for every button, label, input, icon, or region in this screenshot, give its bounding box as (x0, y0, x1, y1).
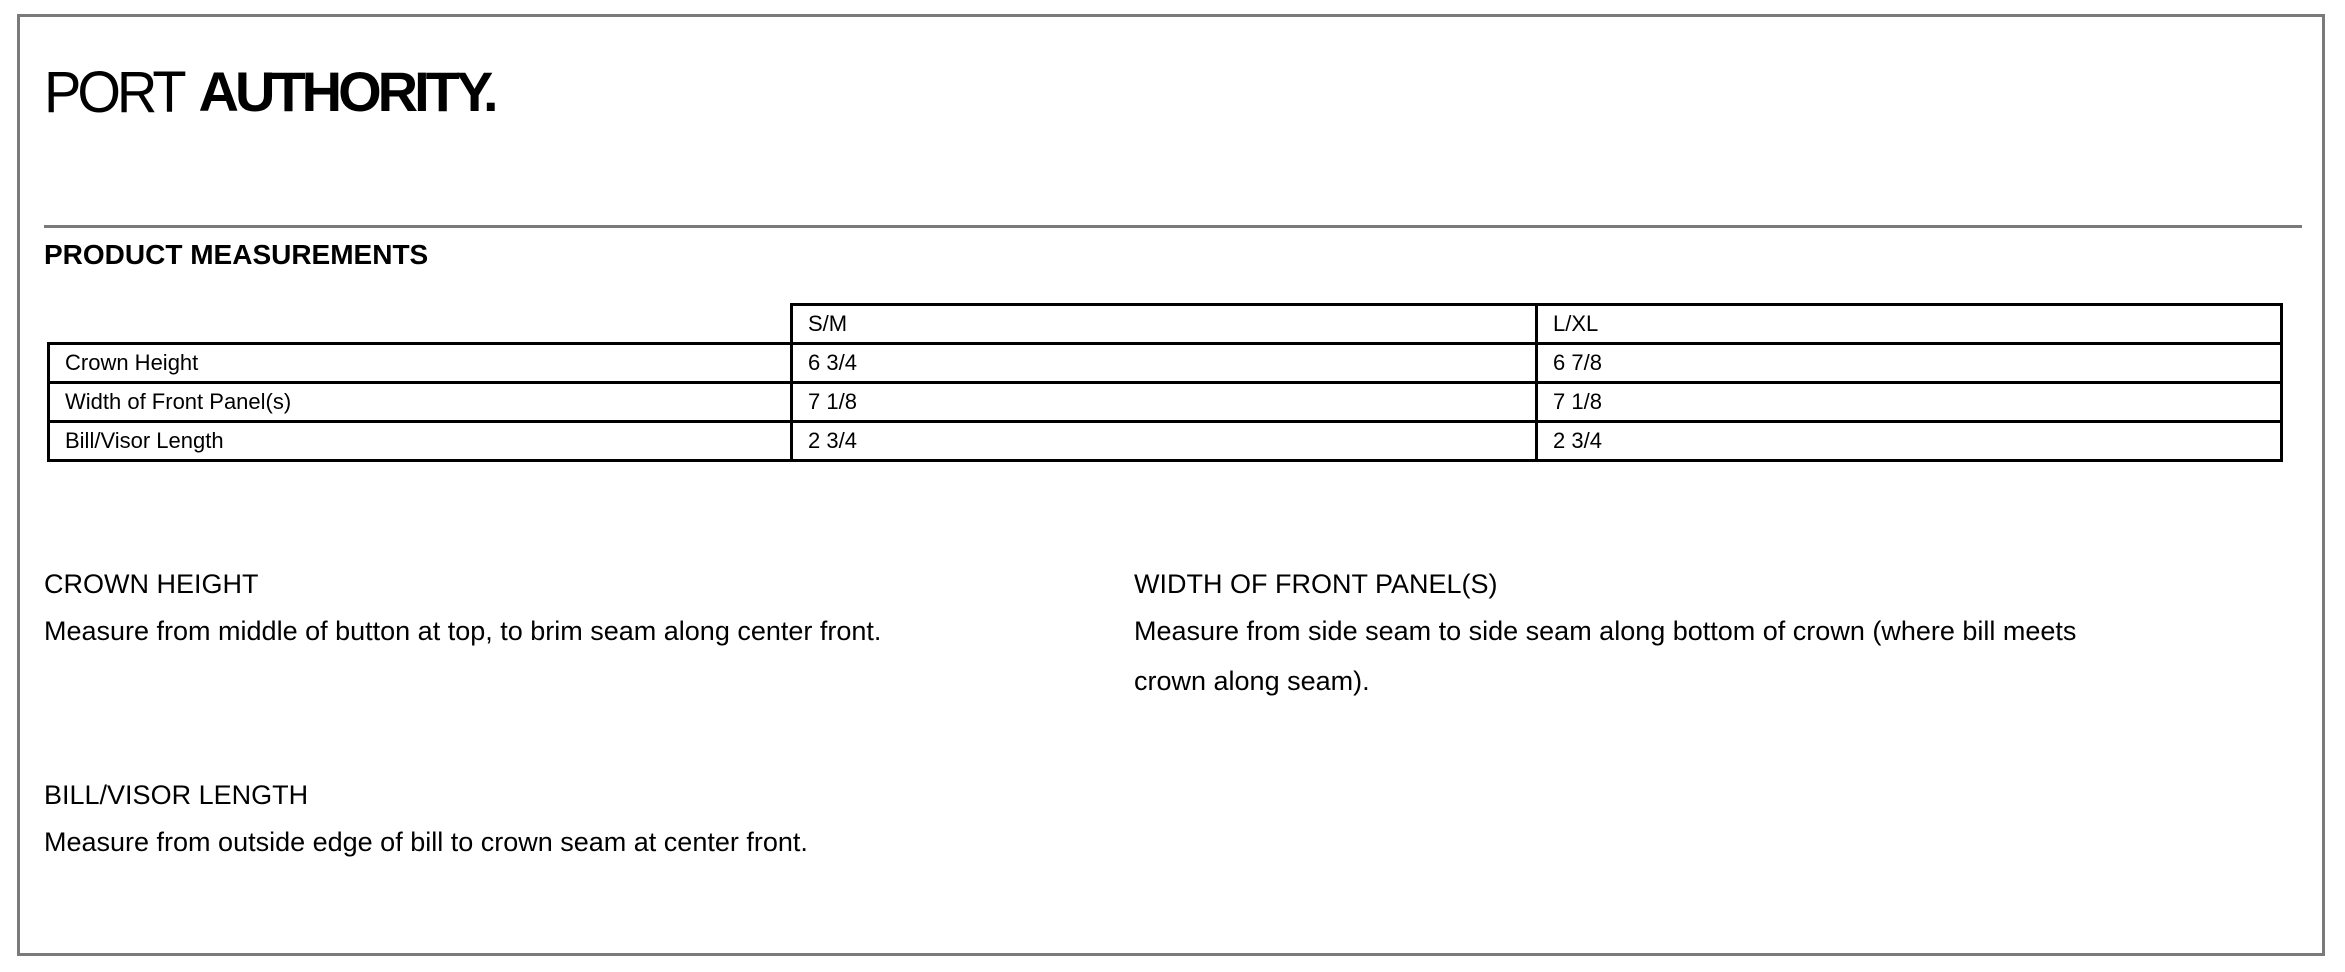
crown-height-description (44, 562, 1124, 656)
description-text: Measure from side seam to side seam along bottom of crown (where bill meets crown along seam). (1134, 616, 2077, 696)
table-cell: 6 3/4 (792, 344, 1537, 383)
table-row-label: Crown Height (49, 344, 792, 383)
section-title: PRODUCT MEASUREMENTS (44, 239, 429, 270)
table-cell: 6 7/8 (1537, 344, 2282, 383)
table-header-row (49, 305, 2282, 344)
table-cell: 2 3/4 (792, 422, 1537, 461)
table-row (49, 344, 2282, 383)
table-header-blank (49, 305, 792, 344)
description-text: Measure from middle of button at top, to brim seam along center front. (44, 616, 882, 646)
description-heading: WIDTH OF FRONT PANEL(S) (1134, 569, 1498, 599)
brand-logo (44, 58, 495, 125)
table-cell: 7 1/8 (792, 383, 1537, 422)
description-text: Measure from outside edge of bill to crown seam at center front. (44, 827, 808, 857)
table-row-label: Width of Front Panel(s) (49, 383, 792, 422)
front-panel-width-description (1134, 562, 2134, 706)
logo-word-port: PORT (44, 58, 183, 125)
table-cell: 7 1/8 (1537, 383, 2282, 422)
table-cell: 2 3/4 (1537, 422, 2282, 461)
table-row-label: Bill/Visor Length (49, 422, 792, 461)
description-heading: CROWN HEIGHT (44, 569, 259, 599)
table-row (49, 383, 2282, 422)
table-row (49, 422, 2282, 461)
description-heading: BILL/VISOR LENGTH (44, 780, 309, 810)
bill-visor-length-description (44, 773, 1124, 867)
table-header-cell: S/M (792, 305, 1537, 344)
table-header-cell: L/XL (1537, 305, 2282, 344)
measurements-table (47, 303, 2283, 462)
logo-word-authority: AUTHORITY. (198, 60, 495, 123)
divider (44, 225, 2302, 228)
